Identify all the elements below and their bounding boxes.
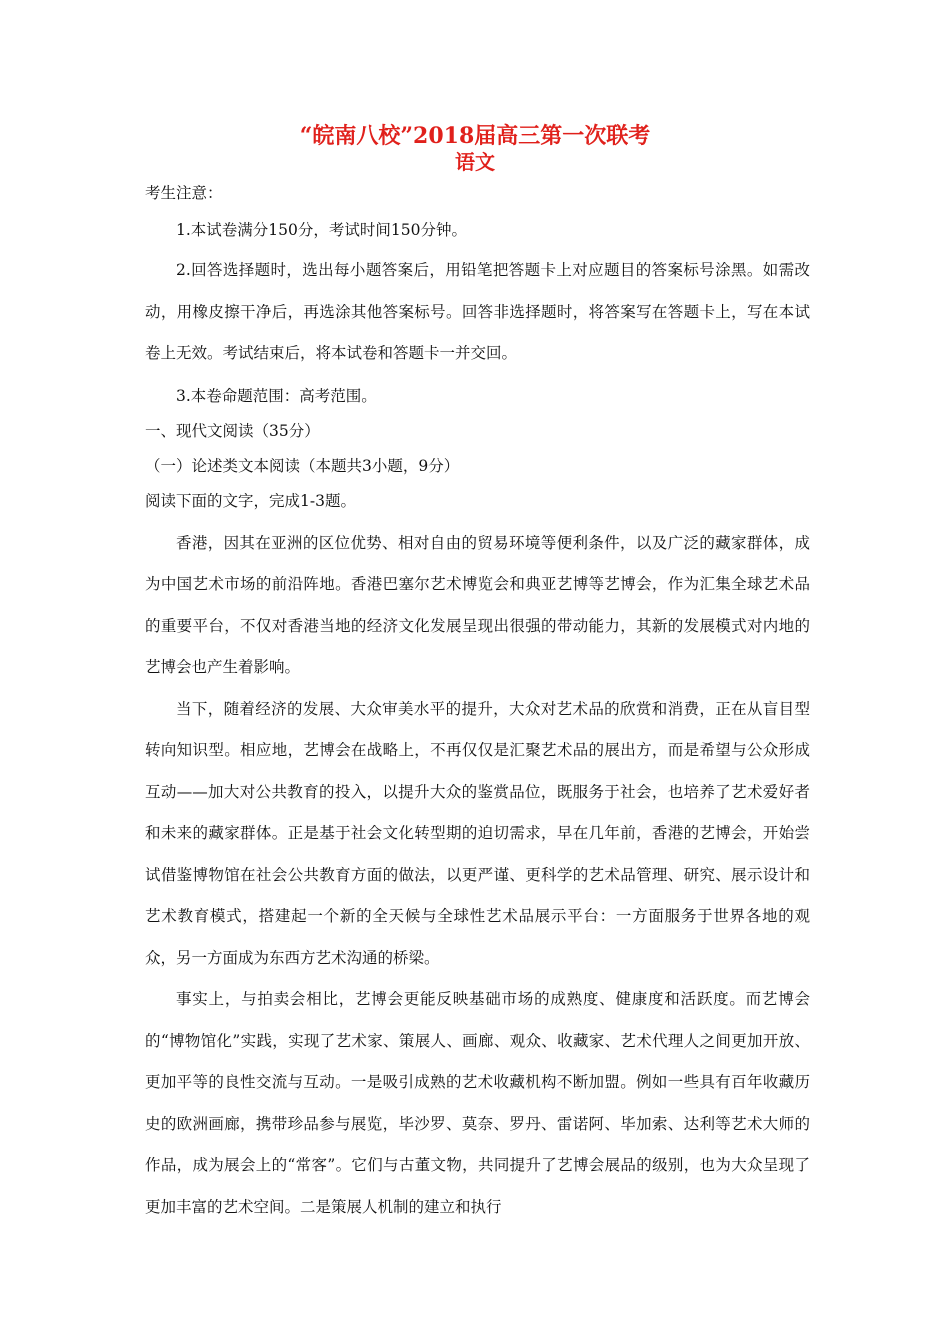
document-body [145, 176, 810, 1228]
section-heading: 一、现代文阅读（35分） [145, 421, 320, 440]
article-paragraph-2: 当下，随着经济的发展、大众审美水平的提升，大众对艺术品的欣赏和消费，正在从盲目型转向知识型。相应地，艺博会在战略上，不再仅仅是汇聚艺术品的展出方，而是希望与公众形成互动——加大对公共教育的投入，以提升大众的鉴赏品位，既服务于社会，也培养了艺术爱好者和未来的藏家群体。正是基于社会文化转型期的迫切需求，早在几年前，香港的艺博会，开始尝试借鉴博物馆在社会公共教育方面的做法，以更严谨、更科学的艺术品管理、研究、展示设计和艺术教育模式，搭建起一个新的全天候与全球性艺术品展示平台：一方面服务于世界各地的观众，另一方面成为东西方艺术沟通的桥梁。 [145, 699, 810, 967]
exam-title: “皖南八校”2018届高三第一次联考 [299, 123, 651, 149]
notice-item-2: 2.回答选择题时，选出每小题答案后，用铅笔把答题卡上对应题目的答案标号涂黑。如需改动，用橡皮擦干净后，再选涂其他答案标号。回答非选择题时，将答案写在答题卡上，写在本试卷上无效。考试结束后，将本试卷和答题卡一并交回。 [145, 261, 810, 362]
notice-item-1: 1.本试卷满分150分，考试时间150分钟。 [176, 221, 467, 239]
article-paragraph-1: 香港，因其在亚洲的区位优势、相对自由的贸易环境等便利条件，以及广泛的藏家群体，成为中国艺术市场的前沿阵地。香港巴塞尔艺术博览会和典亚艺博等艺博会，作为汇集全球艺术品的重要平台，不仅对香港当地的经济文化发展呈现出很强的带动能力，其新的发展模式对内地的艺博会也产生着影响。 [145, 533, 810, 676]
article-paragraph-3: 事实上，与拍卖会相比，艺博会更能反映基础市场的成熟度、健康度和活跃度。而艺博会的“博物馆化”实践，实现了艺术家、策展人、画廊、观众、收藏家、艺术代理人之间更加开放、更加平等的良性交流与互动。一是吸引成熟的艺术收藏机构不断加盟。例如一些具有百年收藏历史的欧洲画廊，携带珍品参与展览，毕沙罗、莫奈、罗丹、雷诺阿、毕加索、达利等艺术大师的作品，成为展会上的“常客”。它们与古董文物，共同提升了艺博会展品的级别，也为大众呈现了更加丰富的艺术空间。二是策展人机制的建立和执行 [145, 990, 810, 1216]
notice-heading: 考生注意： [145, 184, 223, 202]
section-subheading: （一）论述类文本阅读（本题共3小题，9分） [145, 456, 460, 475]
title-block [0, 122, 950, 174]
notice-item-3: 3.本卷命题范围：高考范围。 [176, 386, 377, 405]
exam-subject: 语文 [455, 150, 495, 174]
reading-instruction: 阅读下面的文字，完成1-3题。 [145, 491, 356, 510]
